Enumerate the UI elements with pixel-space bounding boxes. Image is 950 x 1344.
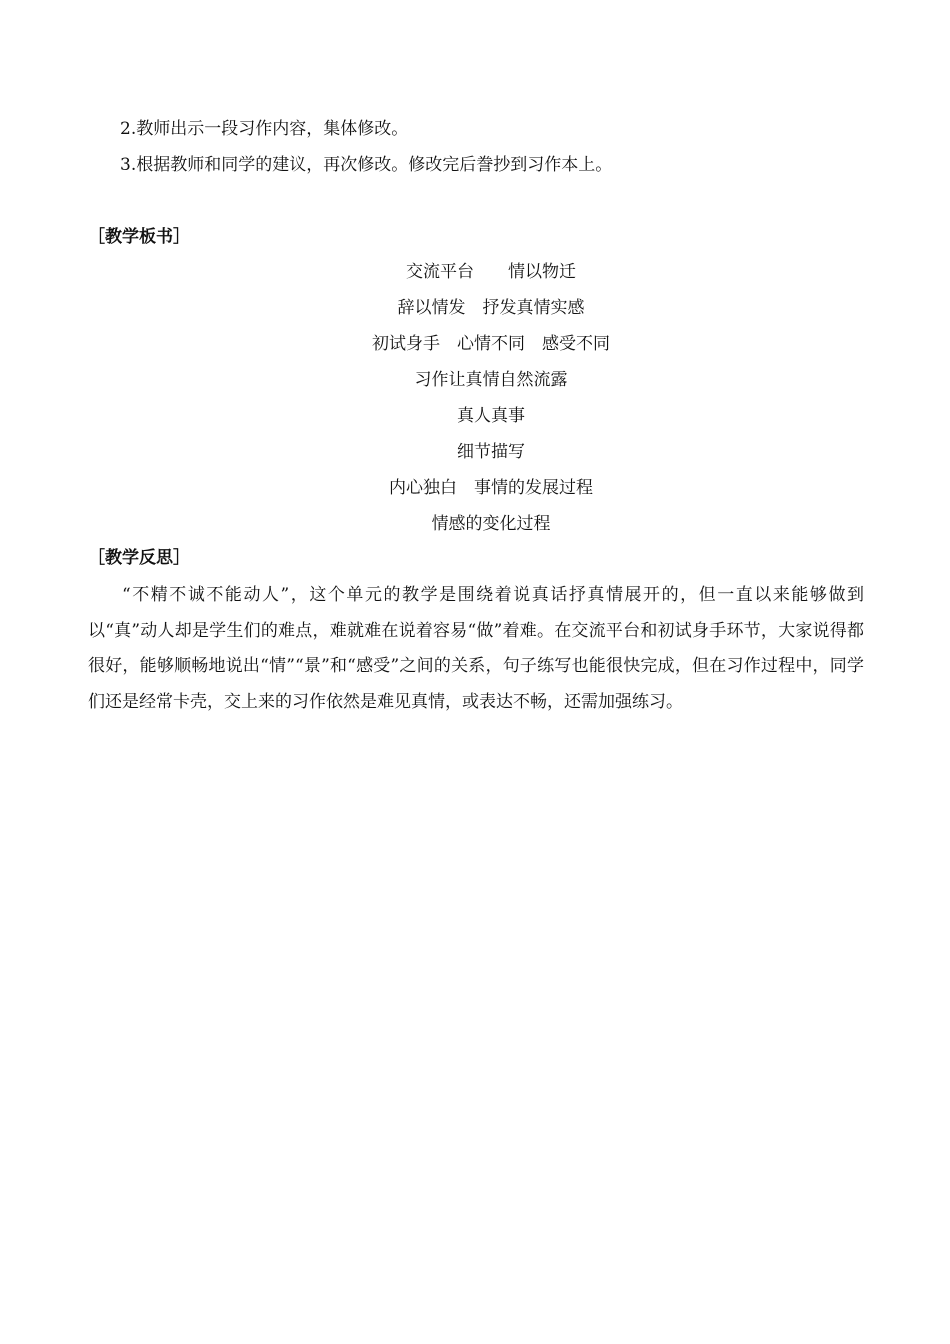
board-line: 情感的变化过程 — [431, 514, 551, 534]
blackboard-outline — [88, 260, 894, 548]
reflection-heading: ［教学反思］ — [88, 548, 190, 568]
board-heading: ［教学板书］ — [88, 227, 190, 247]
step-3: 3.根据教师和同学的建议，再次修改。修改完后誊抄到习作本上。 — [120, 155, 613, 175]
board-line: 交流平台 情以物迁 — [406, 262, 576, 282]
step-2: 2.教师出示一段习作内容，集体修改。 — [120, 119, 409, 139]
board-line: 辞以情发 抒发真情实感 — [397, 298, 585, 318]
board-line: 初试身手 心情不同 感受不同 — [372, 334, 610, 354]
board-line: 习作让真情自然流露 — [414, 370, 568, 390]
board-line: 真人真事 — [457, 406, 525, 426]
reflection-paragraph: “不精不诚不能动人”，这个单元的教学是围绕着说真话抒真情展开的，但一直以来能够做到以“真”动人却是学生们的难点，难就难在说着容易“做”着难。在交流平台和初试身手环节，大家说得都很好，能够顺畅地说出“情”“景”和“感受”之间的关系，句子练写也能很快完成，但在习作过程中，同学们还是经常卡壳，交上来的习作依然是难见真情，或表达不畅，还需加强练习。 — [88, 585, 864, 712]
board-line: 内心独白 事情的发展过程 — [389, 478, 593, 498]
board-line: 细节描写 — [457, 442, 525, 462]
